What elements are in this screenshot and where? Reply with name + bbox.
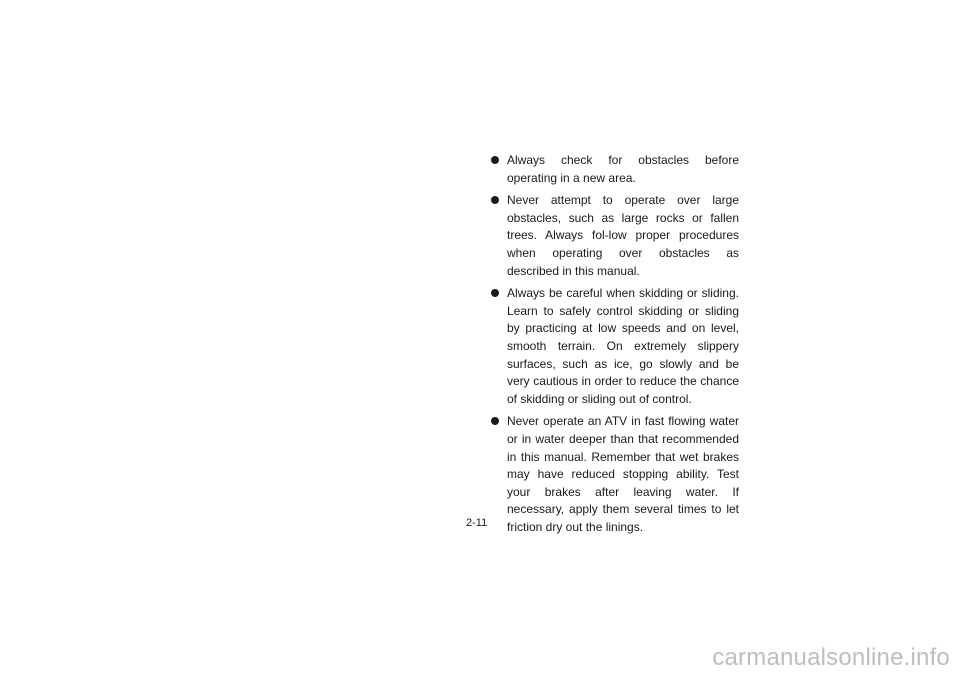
bullet-text: Always check for obstacles before operating in a new area. <box>507 153 739 185</box>
bullet-dot-icon <box>491 289 499 297</box>
safety-bullet-list <box>491 152 739 541</box>
bullet-text: Always be careful when skidding or sliding. Learn to safely control skidding or sliding by practicing at low speeds and on level, smooth terrain. On extremely slippery surfaces, such as ice, go slowly and be very cautious in order to reduce the chance of skidding or sliding out of control. <box>507 286 739 406</box>
bullet-dot-icon <box>491 417 499 425</box>
list-item <box>491 285 739 408</box>
list-item <box>491 152 739 187</box>
list-item <box>491 192 739 280</box>
page-number: 2-11 <box>466 517 488 529</box>
list-item <box>491 413 739 536</box>
bullet-dot-icon <box>491 156 499 164</box>
bullet-text: Never attempt to operate over large obstacles, such as large rocks or fallen trees. Always fol-low proper procedures when operating over obstacles as described in this manual. <box>507 193 739 278</box>
bullet-text: Never operate an ATV in fast flowing water or in water deeper than that recommended in this manual. Remember that wet brakes may have reduced stopping ability. Test your brakes after leaving water. If necessary, apply them several times to let friction dry out the linings. <box>507 414 739 534</box>
watermark-text: carmanualsonline.info <box>712 644 950 671</box>
bullet-dot-icon <box>491 196 499 204</box>
